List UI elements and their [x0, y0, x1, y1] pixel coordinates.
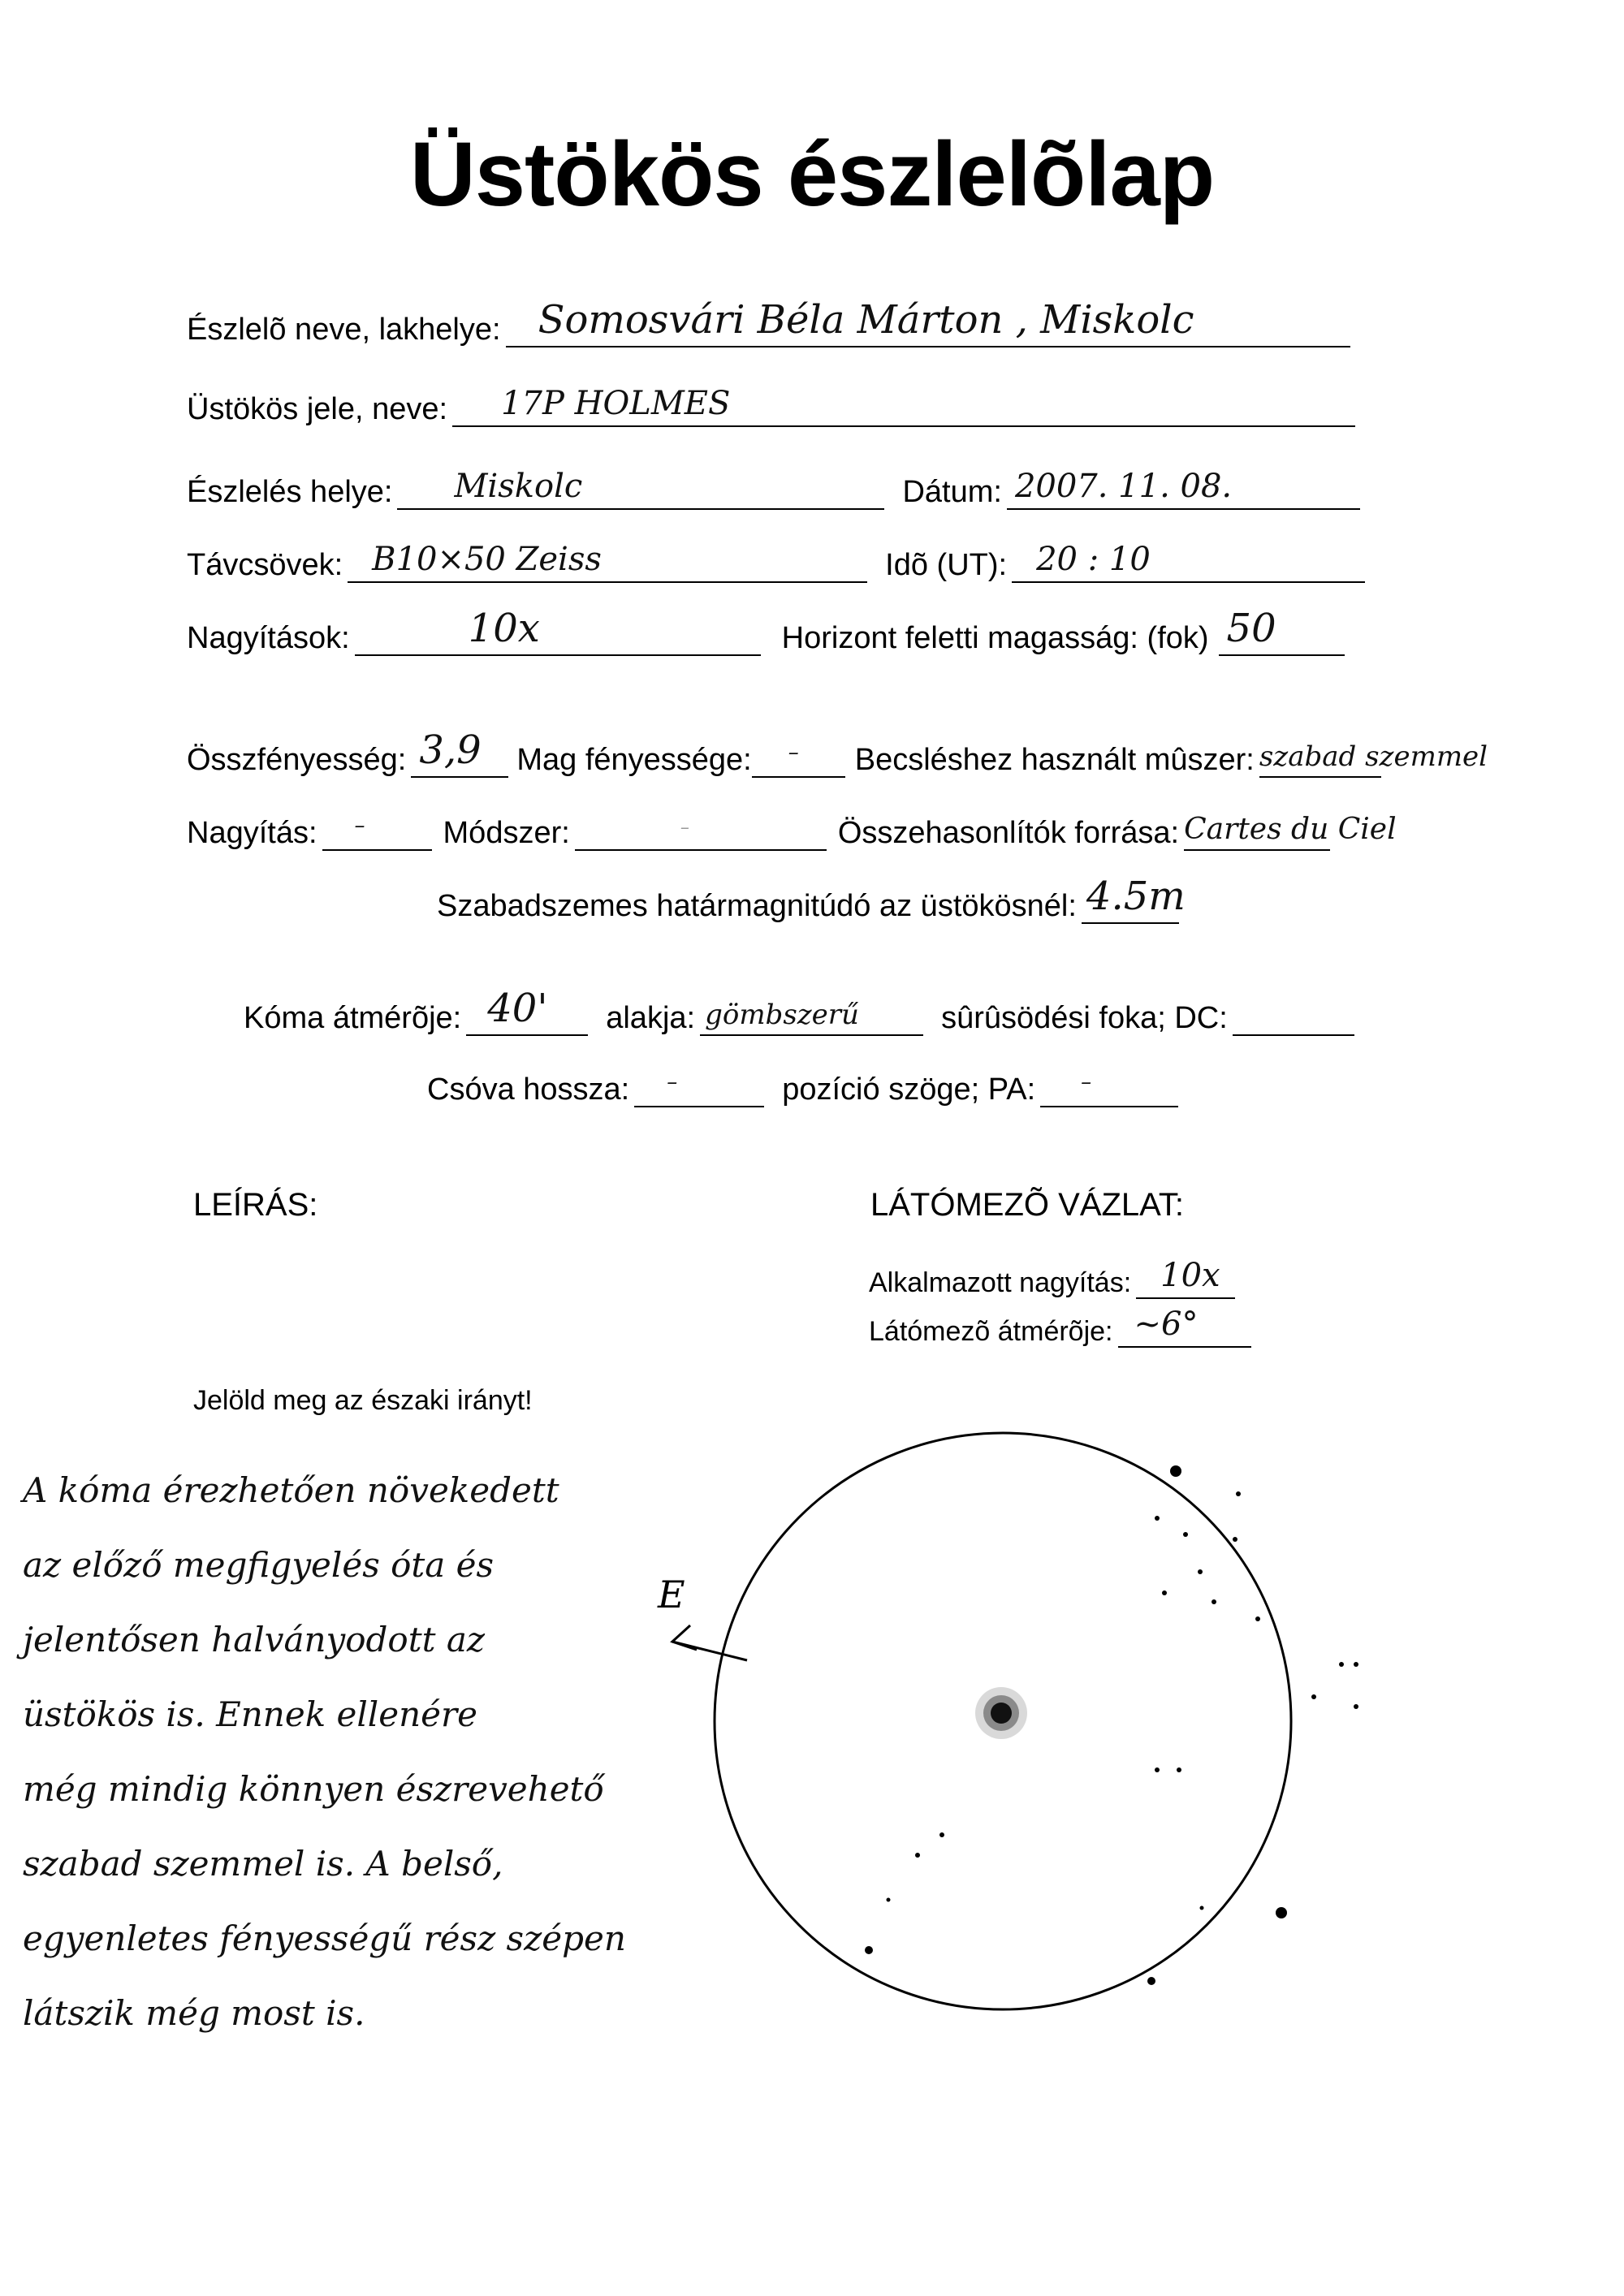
brightness-row	[187, 727, 1488, 778]
description-line: A kóma érezhetően növekedett	[23, 1470, 559, 1510]
star	[865, 1946, 873, 1954]
method-row	[187, 804, 1397, 851]
star	[1236, 1491, 1241, 1496]
fov-row	[869, 1306, 1251, 1348]
applied-mag-value: 10x	[1160, 1257, 1220, 1294]
star	[1147, 1977, 1155, 1985]
altitude-value: 50	[1226, 606, 1276, 651]
applied-mag-row	[869, 1257, 1235, 1299]
instrument-value: szabad szemmel	[1259, 740, 1488, 773]
coma-diameter-label: Kóma átmérõje:	[244, 1001, 462, 1035]
coma-shape-value: gömbszerű	[705, 999, 859, 1031]
method-value: –	[680, 818, 689, 838]
location-field[interactable]	[397, 463, 884, 510]
star	[1311, 1694, 1316, 1699]
comet-value: 17P HOLMES	[501, 385, 731, 422]
description-line: szabad szemmel is. A belső,	[23, 1844, 503, 1884]
description-line: üstökös is. Ennek ellenére	[23, 1694, 477, 1734]
magnifications-value: 10x	[468, 606, 540, 651]
star	[1198, 1569, 1203, 1574]
comparison-value: Cartes du Ciel	[1184, 813, 1397, 846]
star	[1200, 1906, 1204, 1910]
magnifications-label: Nagyítások:	[187, 621, 350, 655]
star	[1177, 1767, 1181, 1772]
location-value: Miskolc	[454, 468, 583, 505]
observer-field[interactable]	[506, 297, 1350, 347]
star	[1162, 1590, 1167, 1595]
method-field[interactable]	[575, 804, 827, 851]
date-field[interactable]	[1007, 463, 1360, 510]
total-brightness-label: Összfényesség:	[187, 743, 407, 777]
comet-coma	[975, 1687, 1027, 1739]
method-label: Módszer:	[443, 816, 570, 850]
star	[1170, 1465, 1181, 1477]
fov-label: Látómezõ átmérõje:	[869, 1316, 1113, 1347]
coma-row	[244, 986, 1354, 1036]
instrument-label: Becsléshez használt mûszer:	[854, 743, 1255, 777]
telescopes-row	[187, 536, 1365, 583]
tail-length-value: –	[667, 1070, 678, 1094]
east-label: E	[658, 1573, 685, 1616]
tail-length-label: Csóva hossza:	[427, 1072, 630, 1107]
telescopes-label: Távcsövek:	[187, 548, 343, 582]
time-field[interactable]	[1012, 536, 1365, 583]
description-line: még mindig könnyen észrevehető	[23, 1769, 604, 1809]
field-of-view-sketch	[658, 1413, 1608, 2111]
magnifications-field[interactable]	[355, 606, 761, 656]
pa-label: pozíció szöge; PA:	[782, 1072, 1036, 1107]
magnification-value: –	[354, 814, 365, 838]
north-note: Jelöld meg az északi irányt!	[193, 1385, 533, 1416]
limiting-mag-row	[437, 874, 1186, 924]
observer-label: Észlelõ neve, lakhelye:	[187, 313, 501, 347]
date-value: 2007. 11. 08.	[1014, 468, 1233, 505]
altitude-label: Horizont feletti magasság: (fok)	[781, 621, 1209, 655]
sketch-heading: LÁTÓMEZÕ VÁZLAT:	[870, 1187, 1184, 1223]
coma-shape-field[interactable]	[700, 989, 923, 1036]
applied-mag-field[interactable]	[1136, 1257, 1235, 1299]
tail-length-field[interactable]	[634, 1060, 764, 1107]
pa-field[interactable]	[1040, 1060, 1178, 1107]
comparison-field[interactable]	[1184, 804, 1397, 851]
star	[1354, 1662, 1358, 1667]
description-line: az előző megfigyelés óta és	[23, 1545, 495, 1585]
star	[1155, 1516, 1160, 1521]
tail-row	[427, 1060, 1178, 1107]
description-line: látszik még most is.	[23, 1993, 365, 2033]
telescopes-field[interactable]	[348, 536, 867, 583]
magnifications-row	[187, 606, 1345, 656]
nucleus-brightness-value: –	[788, 740, 799, 765]
description-line: egyenletes fényességű rész szépen	[23, 1918, 626, 1958]
comet-row	[187, 380, 1355, 427]
total-brightness-value: 3,9	[419, 727, 482, 773]
coma-diameter-field[interactable]	[466, 986, 588, 1036]
fov-value: ~6°	[1134, 1306, 1199, 1343]
dc-label: sûrûsödési foka; DC:	[941, 1001, 1228, 1035]
coma-diameter-value: 40'	[487, 986, 548, 1031]
location-label: Észlelés helye:	[187, 475, 393, 509]
star	[1155, 1767, 1160, 1772]
nucleus-brightness-label: Mag fényessége:	[516, 743, 752, 777]
instrument-field[interactable]	[1259, 731, 1488, 778]
star	[915, 1853, 920, 1858]
form-title: Üstökös észlelõlap	[409, 123, 1215, 225]
altitude-field[interactable]	[1219, 606, 1345, 656]
star	[1276, 1907, 1287, 1918]
star	[1233, 1537, 1237, 1542]
limiting-mag-value: 4.5m	[1086, 874, 1186, 919]
description-heading: LEÍRÁS:	[193, 1187, 318, 1223]
time-value: 20 : 10	[1036, 541, 1151, 578]
location-row	[187, 463, 1360, 510]
date-label: Dátum:	[902, 475, 1002, 509]
star	[1339, 1662, 1344, 1667]
magnification-label: Nagyítás:	[187, 816, 317, 850]
star	[1212, 1599, 1216, 1604]
star	[1183, 1532, 1188, 1537]
fov-field[interactable]	[1118, 1306, 1251, 1348]
pa-value: –	[1081, 1070, 1092, 1094]
star-field	[865, 1465, 1358, 1985]
telescopes-value: B10×50 Zeiss	[372, 541, 602, 578]
total-brightness-field[interactable]	[411, 727, 508, 778]
star	[1255, 1616, 1260, 1621]
observer-value: Somosvári Béla Márton , Miskolc	[538, 297, 1194, 343]
description-text	[23, 1453, 721, 2051]
nucleus-brightness-field[interactable]	[752, 731, 845, 778]
comet-field[interactable]	[452, 380, 1355, 427]
observer-row	[187, 297, 1350, 347]
comparison-label: Összehasonlítók forrása:	[837, 816, 1180, 850]
magnification-field[interactable]	[322, 804, 432, 851]
limiting-mag-field[interactable]	[1082, 874, 1186, 924]
applied-mag-label: Alkalmazott nagyítás:	[869, 1267, 1132, 1298]
star	[1354, 1704, 1358, 1709]
dc-field[interactable]	[1233, 989, 1354, 1036]
star	[887, 1898, 891, 1902]
time-label: Idõ (UT):	[885, 548, 1008, 582]
description-line: jelentősen halványodott az	[23, 1620, 485, 1659]
limiting-mag-label: Szabadszemes határmagnitúdó az üstökösnél:	[437, 889, 1077, 923]
coma-shape-label: alakja:	[606, 1001, 696, 1035]
comet-label: Üstökös jele, neve:	[187, 392, 448, 426]
star	[939, 1832, 944, 1837]
